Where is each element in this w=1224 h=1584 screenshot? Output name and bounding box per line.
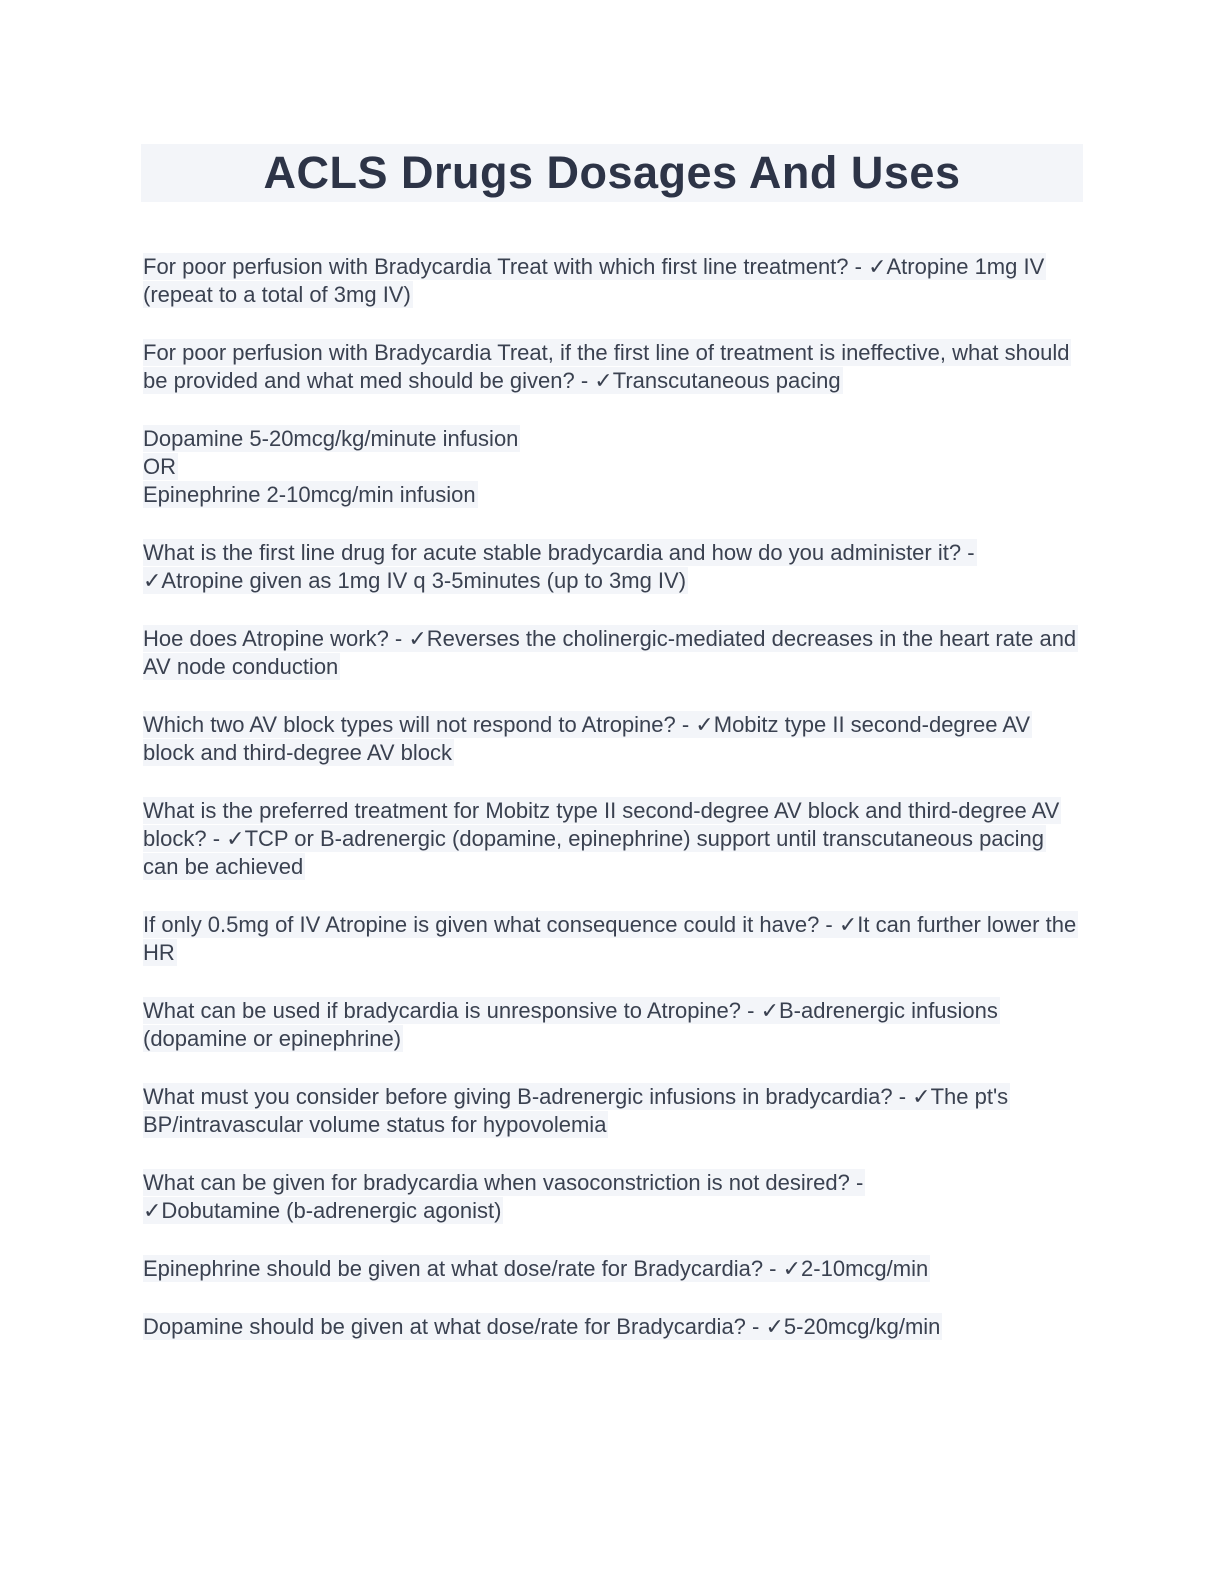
qa-line — [143, 797, 1078, 881]
qa-text: If only 0.5mg of IV Atropine is given what consequence could it have? - ✓It can further lower the HR — [143, 912, 1077, 965]
qa-text: For poor perfusion with Bradycardia Treat with which first line treatment? - ✓Atropine 1mg IV — [143, 254, 1045, 279]
qa-block — [143, 539, 1078, 595]
qa-text: Dopamine should be given at what dose/rate for Bradycardia? - ✓5-20mcg/kg/min — [143, 1314, 941, 1339]
qa-block — [143, 911, 1078, 967]
qa-text: Hoe does Atropine work? - ✓Reverses the cholinergic-mediated decreases in the heart rate and AV node conduction — [143, 626, 1077, 679]
qa-text: What can be given for bradycardia when vasoconstriction is not desired? - — [143, 1170, 864, 1195]
qa-text: What is the first line drug for acute stable bradycardia and how do you administer it? - ✓Atropine given as 1mg IV q 3-5minutes (up to 3mg IV) — [143, 540, 975, 593]
qa-block — [143, 711, 1078, 767]
qa-text: (repeat to a total of 3mg IV) — [143, 282, 411, 307]
qa-block — [143, 1083, 1078, 1139]
qa-line — [143, 481, 1078, 509]
qa-line — [143, 911, 1078, 967]
qa-line — [143, 339, 1078, 395]
qa-line — [143, 281, 1078, 309]
qa-block — [143, 997, 1078, 1053]
qa-text: Epinephrine 2-10mcg/min infusion — [143, 482, 476, 507]
qa-line — [143, 253, 1078, 281]
qa-text: What can be used if bradycardia is unresponsive to Atropine? - ✓B-adrenergic infusions (dopamine or epinephrine) — [143, 998, 998, 1051]
qa-line — [143, 1169, 1078, 1197]
qa-block — [143, 339, 1078, 395]
qa-text: What is the preferred treatment for Mobitz type II second-degree AV block and third-degree AV block? - ✓TCP or B-adrenergic (dopamine, epinephrine) support until transcutaneous pacing can be achieved — [143, 798, 1060, 879]
qa-text: For poor perfusion with Bradycardia Treat, if the first line of treatment is ineffective, what should be provided and what med should be given? - ✓Transcutaneous pacing — [143, 340, 1070, 393]
qa-line — [143, 997, 1078, 1053]
qa-line — [143, 625, 1078, 681]
qa-text: Dopamine 5-20mcg/kg/minute infusion — [143, 426, 519, 451]
qa-line — [143, 425, 1078, 453]
qa-block — [143, 1255, 1078, 1283]
qa-line — [143, 1313, 1078, 1341]
qa-block — [143, 625, 1078, 681]
qa-text: Epinephrine should be given at what dose/rate for Bradycardia? - ✓2-10mcg/min — [143, 1256, 929, 1281]
page-title: ACLS Drugs Dosages And Uses — [263, 147, 961, 198]
qa-line — [143, 1197, 1078, 1225]
qa-line — [143, 1255, 1078, 1283]
qa-text: OR — [143, 454, 176, 479]
qa-block — [143, 253, 1078, 309]
qa-text: What must you consider before giving B-adrenergic infusions in bradycardia? - ✓The pt's BP/intravascular volume status for hypovolemia — [143, 1084, 1009, 1137]
qa-list — [143, 253, 1078, 1341]
title-strip — [141, 144, 1083, 202]
qa-block — [143, 1169, 1078, 1225]
qa-text: Which two AV block types will not respond to Atropine? - ✓Mobitz type II second-degree AV block and third-degree AV block — [143, 712, 1031, 765]
qa-block — [143, 797, 1078, 881]
qa-line — [143, 453, 1078, 481]
qa-line — [143, 1083, 1078, 1139]
qa-block — [143, 1313, 1078, 1341]
qa-line — [143, 711, 1078, 767]
qa-block — [143, 425, 1078, 509]
qa-text: ✓Dobutamine (b-adrenergic agonist) — [143, 1198, 502, 1223]
qa-line — [143, 539, 1078, 595]
